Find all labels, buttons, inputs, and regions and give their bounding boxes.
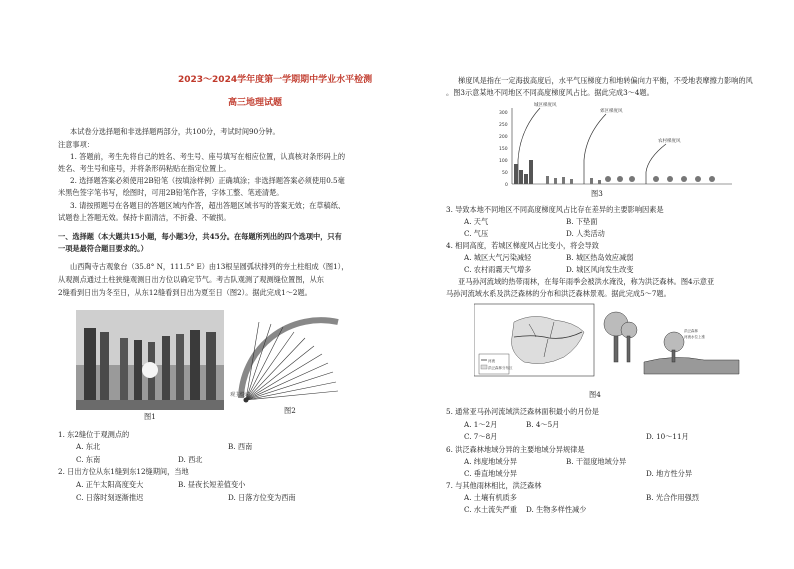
fig3-ytick-50: 50 [502, 171, 508, 176]
fig4-label-a: 洪泛森林 [684, 329, 698, 333]
intro-line: 本试卷分选择题和非选择题两部分，共100分，考试时间90分钟。 [70, 127, 280, 136]
q1-option-d[interactable]: D. 西北 [178, 455, 203, 464]
q7-option-a[interactable]: A. 土壤有机质多 [464, 493, 517, 502]
q4-option-b[interactable]: B. 城区热岛效应减弱 [566, 253, 634, 262]
section-heading: 一、选择题（本大题共15小题，每小题3分，共45分。在每题所列出的四个选项中，只有 [58, 232, 342, 241]
notice-2a: 2. 选择题答案必须使用2B铅笔（按填涂样例）正确填涂；非选择题答案必须使用0.5毫 [70, 176, 345, 185]
figure-2-diagram [226, 308, 346, 410]
q4-option-a[interactable]: A. 城区大气污染减轻 [464, 253, 532, 262]
notice-heading: 注意事项： [58, 140, 94, 149]
fig3-label-urban: 城区梯度风 [534, 103, 557, 108]
fig4-legend-forest: 洪泛森林分布区 [488, 366, 513, 370]
section-heading-2: 一项是最符合题目要求的。） [58, 244, 148, 253]
q6-option-c[interactable]: C. 垂直地域分异 [464, 469, 517, 478]
fig4-legend-river: 河流 [488, 359, 495, 363]
notice-1b: 姓名、考生号和座号，并将条形码粘贴在指定位置上。 [58, 164, 231, 173]
right-intro-1: 梯度风是指在一定海拔高度后，水平气压梯度力和地转偏向力平衡，不受地表摩擦力影响的风 [458, 76, 753, 85]
q1-option-a[interactable]: A. 东北 [76, 442, 101, 451]
q6-stem: 6. 洪泛森林地域分异的主要地域分异规律是 [446, 445, 585, 454]
q7-option-b[interactable]: B. 光合作用强烈 [646, 493, 699, 502]
q4-stem: 4. 相同高度，若城区梯度风占比变小，将会导致 [446, 241, 599, 250]
q7-option-c[interactable]: C. 水土流失严重 [464, 505, 517, 514]
q2-option-b[interactable]: B. 昼夜长短差值变小 [178, 480, 246, 489]
notice-2b: 米黑色签字笔书写，绘图时，可用2B铅笔作答，字体工整、笔迹清楚。 [58, 188, 284, 197]
q4-option-d[interactable]: D. 城区风向发生改变 [566, 265, 634, 274]
passage-line-1: 山西陶寺古观象台（35.8° N，111.5° E）由13根呈圆弧状排列的夯土柱组成（图1）， [70, 262, 349, 271]
fig4-label-b: 河流水位上涨 [684, 335, 705, 339]
exam-subtitle: 高三地理试题 [228, 98, 283, 108]
q1-option-c[interactable]: C. 东南 [76, 455, 101, 464]
q5-stem: 5. 通常亚马孙河流域洪泛森林面积最小的月份是 [446, 407, 599, 416]
q3-option-a[interactable]: A. 天气 [464, 217, 489, 226]
fig3-ytick-300: 300 [499, 111, 508, 116]
q7-stem: 7. 与其他雨林相比，洪泛森林 [446, 481, 542, 490]
fig3-ytick-200: 200 [499, 135, 508, 140]
q2-option-c[interactable]: C. 日落时刻逐渐推迟 [76, 493, 144, 502]
q5-option-c[interactable]: C. 7～8月 [464, 432, 498, 441]
q4-option-c[interactable]: C. 农村雨霧天气增多 [464, 265, 532, 274]
right-passage-2: 马孙河流域水系及洪泛森林的分布和洪泛森林景观。据此完成5～7题。 [446, 289, 671, 298]
q5-option-a[interactable]: A. 1～2月 [464, 420, 498, 429]
figure-1-caption: 图1 [144, 412, 156, 421]
fig3-label-suburb: 郊区梯度风 [600, 109, 623, 114]
fig3-label-rural: 农村梯度风 [658, 139, 681, 144]
figure-2-label: 观主缝垣 [230, 392, 251, 398]
fig3-ytick-150: 150 [499, 147, 508, 152]
passage-line-2: 从观测点通过土柱狭缝观测日出方位以确定节气。考古队观测了观测缝位置图，从东 [58, 275, 324, 284]
figure-1-photo [76, 310, 224, 410]
figure-4-map [474, 302, 744, 382]
q1-option-b[interactable]: B. 西南 [228, 442, 253, 451]
q2-stem: 2. 日出方位从东1缝到东12缝期间，当地 [58, 467, 189, 476]
q3-option-d[interactable]: D. 人类活动 [566, 229, 605, 238]
passage-line-3: 2缝看到日出为冬至日，从东12缝看到日出为夏至日（图2）。据此完成1～2题。 [58, 288, 312, 297]
q6-option-b[interactable]: B. 干湿度地域分异 [566, 457, 627, 466]
q5-option-b[interactable]: B. 4～5月 [526, 420, 560, 429]
q2-option-d[interactable]: D. 日落方位变为西南 [228, 493, 296, 502]
q3-option-c[interactable]: C. 气压 [464, 229, 489, 238]
fig3-ytick-100: 100 [499, 159, 508, 164]
figure-4-caption: 图4 [589, 390, 601, 399]
exam-title: 2023～2024学年度第一学期期中学业水平检测 [178, 75, 373, 85]
figure-3-caption: 图3 [591, 189, 603, 198]
fig3-ytick-250: 250 [499, 123, 508, 128]
notice-3a: 3. 请按照题号在各题目的答题区域内作答，超出答题区域书写的答案无效；在草稿纸、 [70, 201, 346, 210]
fig3-ytick-0: 0 [505, 183, 508, 188]
q6-option-a[interactable]: A. 纬度地域分异 [464, 457, 517, 466]
figure-2-caption: 图2 [284, 406, 296, 415]
q2-option-a[interactable]: A. 正午太阳高度变大 [76, 480, 144, 489]
notice-3b: 试题卷上答题无效。保持卡面清洁，不折叠、不破损。 [58, 213, 231, 222]
q6-option-d[interactable]: D. 地方性分异 [646, 469, 693, 478]
figure-3-chart [496, 100, 736, 192]
q7-option-d[interactable]: D. 生物多样性减少 [526, 505, 587, 514]
q5-option-d[interactable]: D. 10～11月 [646, 432, 689, 441]
notice-1a: 1. 答题前，考生先将自己的姓名、考生号、座号填写在相应位置，认真核对条形码上的 [70, 152, 346, 161]
right-passage-1: 亚马孙河流域的热带雨林，在每年雨季会被洪水淹没，称为洪泛森林。图4示意亚 [458, 277, 715, 286]
q3-option-b[interactable]: B. 下垫面 [566, 217, 598, 226]
right-intro-2: 。图3示意某地不同地区不同高度梯度风占比。据此完成3～4题。 [446, 88, 654, 97]
q3-stem: 3. 导致本地不同地区不同高度梯度风占比存在差异的主要影响因素是 [446, 205, 664, 214]
q1-stem: 1. 东2缝位于观测点的 [58, 430, 130, 439]
